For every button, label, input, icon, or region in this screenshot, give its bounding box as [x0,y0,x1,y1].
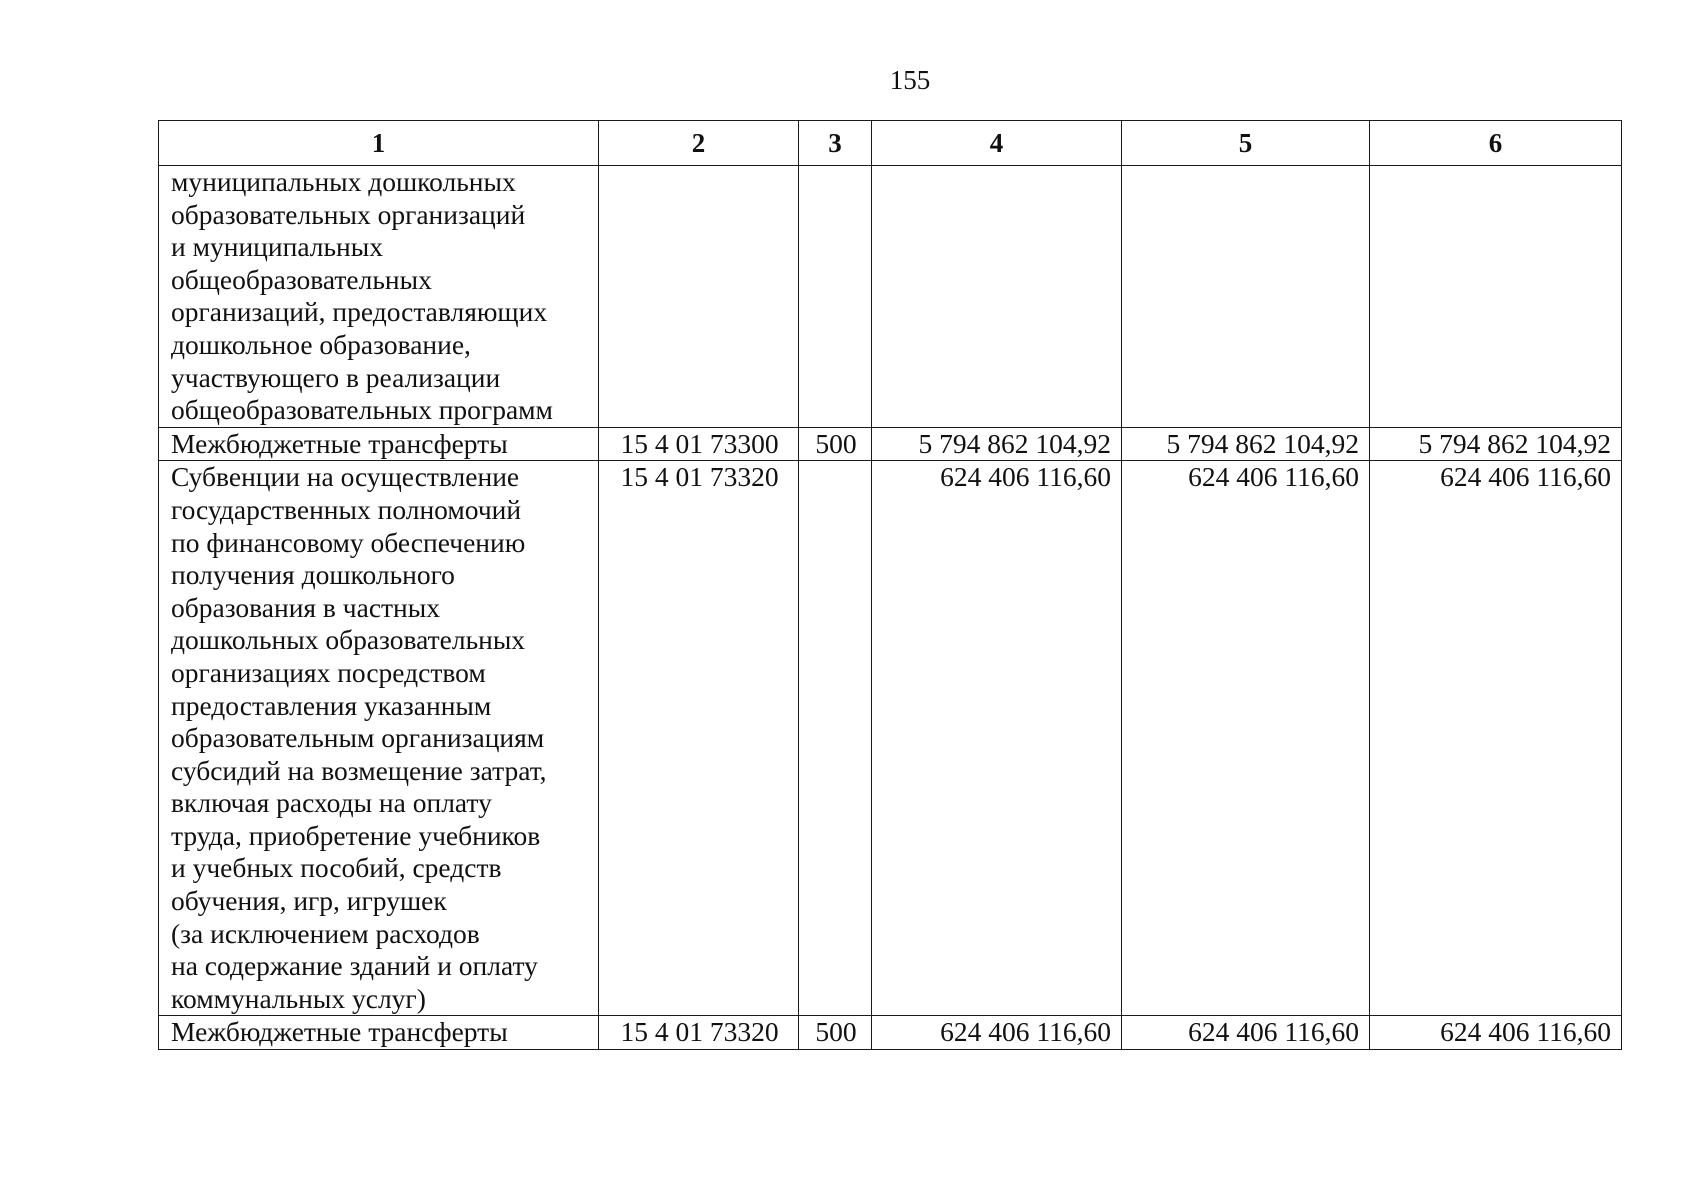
row-code-cell [599,166,799,428]
column-header-6: 6 [1370,121,1622,166]
row-amount-2: 624 406 116,60 [1122,1016,1370,1050]
row-amount-3: 624 406 116,60 [1370,461,1622,1016]
column-header-5: 5 [1122,121,1370,166]
column-header-4: 4 [872,121,1122,166]
row-amount-3 [1370,166,1622,428]
column-header-1: 1 [159,121,599,166]
row-amount-1: 5 794 862 104,92 [872,427,1122,461]
table-row [159,1016,1622,1050]
row-name-text: Межбюджетные трансферты [171,1016,508,1048]
row-name-cell [159,427,599,461]
header-row [159,121,1622,166]
row-amount-1: 624 406 116,60 [872,461,1122,1016]
column-header-2: 2 [599,121,799,166]
column-header-3: 3 [799,121,872,166]
row-code-cell: 15 4 01 73300 [599,427,799,461]
row-amount-2 [1122,166,1370,428]
row-name-text: Межбюджетные трансферты [171,427,508,459]
row-code-cell: 15 4 01 73320 [599,461,799,1016]
row-name-text: муниципальных дошкольных образовательных организаций и муниципальных общеобразовательных организаций, предоставляющих дошкольное образование, участвующего в реализации общеобразовательных программ [171,166,553,426]
row-amount-3: 624 406 116,60 [1370,1016,1622,1050]
row-type-cell [799,166,872,428]
row-type-cell: 500 [799,1016,872,1050]
row-amount-2: 5 794 862 104,92 [1122,427,1370,461]
row-amount-1: 624 406 116,60 [872,1016,1122,1050]
row-amount-3: 5 794 862 104,92 [1370,427,1622,461]
budget-table [158,120,1622,1050]
row-amount-2: 624 406 116,60 [1122,461,1370,1016]
row-code-cell: 15 4 01 73320 [599,1016,799,1050]
table-row [159,461,1622,1016]
row-type-cell: 500 [799,427,872,461]
table-row [159,427,1622,461]
row-name-cell [159,1016,599,1050]
row-type-cell [799,461,872,1016]
row-name-text: Субвенции на осуществление государственных полномочий по финансовому обеспечению получения дошкольного образования в частных дошкольных образовательных организациях посредством предоставления указанным образовательным организациям субсидий на возмещение затрат, включая расходы на оплату труда, приобретение учебников и учебных пособий, средств обучения, игр, игрушек (за исключением расходов на содержание зданий и оплату коммунальных услуг) [171,461,547,1014]
table-row [159,166,1622,428]
page-number: 155 [889,65,931,95]
row-name-cell [159,166,599,428]
row-name-cell [159,461,599,1016]
row-amount-1 [872,166,1122,428]
